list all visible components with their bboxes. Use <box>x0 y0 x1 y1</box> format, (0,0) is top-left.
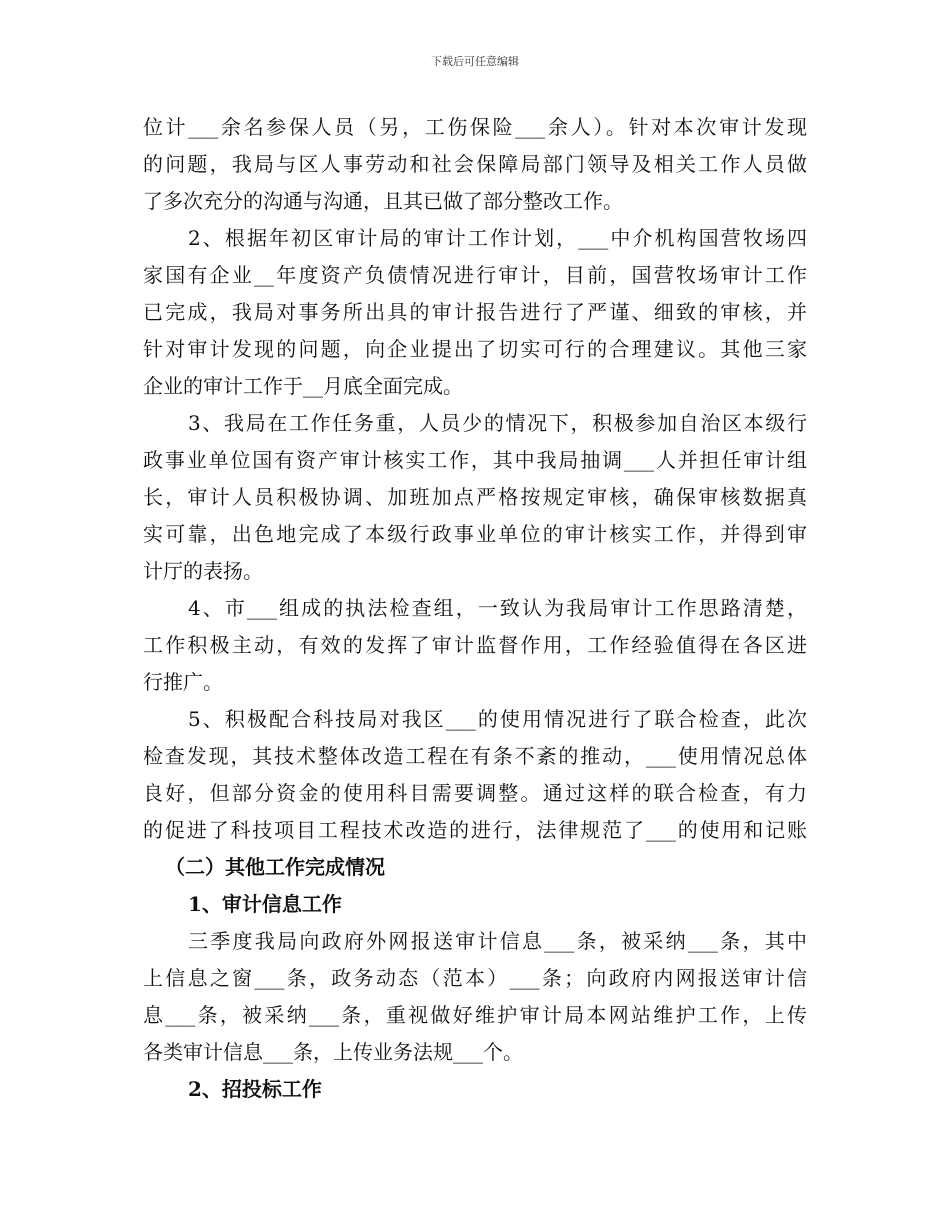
text-line: 各类审计信息___条，上传业务法规___个。 <box>143 1040 523 1064</box>
text-line: 息___条，被采纳___条，重视做好维护审计局本网站维护工作，上传 <box>143 1003 807 1027</box>
text-line: 3、我局在工作任务重，人员少的情况下，积极参加自治区本级行 <box>188 411 807 435</box>
text-line: 5、积极配合科技局对我区___的使用情况进行了联合检查，此次 <box>188 707 807 731</box>
text-line: 实可靠，出色地完成了本级行政事业单位的审计核实工作，并得到审 <box>143 522 807 546</box>
text-line: 行推广。 <box>143 670 223 694</box>
paragraph-item-2 <box>143 220 807 405</box>
paragraph-continued <box>143 109 807 220</box>
text-line: 工作积极主动，有效的发挥了审计监督作用，工作经验值得在各区进 <box>143 633 807 657</box>
text-line: 位计___余名参保人员（另，工伤保险___余人）。针对本次审计发现 <box>143 115 807 139</box>
paragraph-item-3 <box>143 405 807 590</box>
text-line: 的促进了科技项目工程技术改造的进行，法律规范了___的使用和记账 <box>143 818 807 842</box>
text-line: 家国有企业__年度资产负债情况进行审计，目前，国营牧场审计工作 <box>143 263 807 287</box>
text-line: 4、市___组成的执法检查组，一致认为我局审计工作思路清楚， <box>188 596 807 620</box>
text-line: 政事业单位国有资产审计核实工作，其中我局抽调___人并担任审计组 <box>143 448 807 472</box>
text-line: 上信息之窗___条，政务动态（范本）___条；向政府内网报送审计信 <box>143 966 807 990</box>
text-line: 针对审计发现的问题，向企业提出了切实可行的合理建议。其他三家 <box>143 337 807 361</box>
page-header-note: 下载后可任意编辑 <box>431 55 519 68</box>
text-line: 长，审计人员积极协调、加班加点严格按规定审核，确保审核数据真 <box>143 485 807 509</box>
text-line: 了多次充分的沟通与沟通，且其已做了部分整改工作。 <box>143 189 623 213</box>
paragraph-audit-info <box>143 923 807 1071</box>
paragraph-item-4 <box>143 590 807 701</box>
text-line: 计厅的表扬。 <box>143 559 263 583</box>
text-line: 已完成，我局对事务所出具的审计报告进行了严谨、细致的审核，并 <box>143 300 807 324</box>
text-line: 企业的审计工作于__月底全面完成。 <box>143 374 463 398</box>
text-line: 良好，但部分资金的使用科目需要调整。通过这样的联合检查，有力 <box>143 781 807 805</box>
text-line: 检查发现，其技术整体改造工程在有条不紊的推动，___使用情况总体 <box>143 744 807 768</box>
text-line: 的问题，我局与区人事劳动和社会保障局部门领导及相关工作人员做 <box>143 152 807 176</box>
subsection-heading: 2、招投标工作 <box>188 1077 322 1101</box>
subsection-heading: 1、审计信息工作 <box>188 892 342 916</box>
section-heading: （二）其他工作完成情况 <box>165 855 385 879</box>
document-body <box>143 109 807 1108</box>
paragraph-item-5 <box>143 701 807 849</box>
text-line: 2、根据年初区审计局的审计工作计划，___中介机构国营牧场四 <box>188 226 807 250</box>
text-line: 三季度我局向政府外网报送审计信息___条，被采纳___条，其中 <box>188 929 807 953</box>
